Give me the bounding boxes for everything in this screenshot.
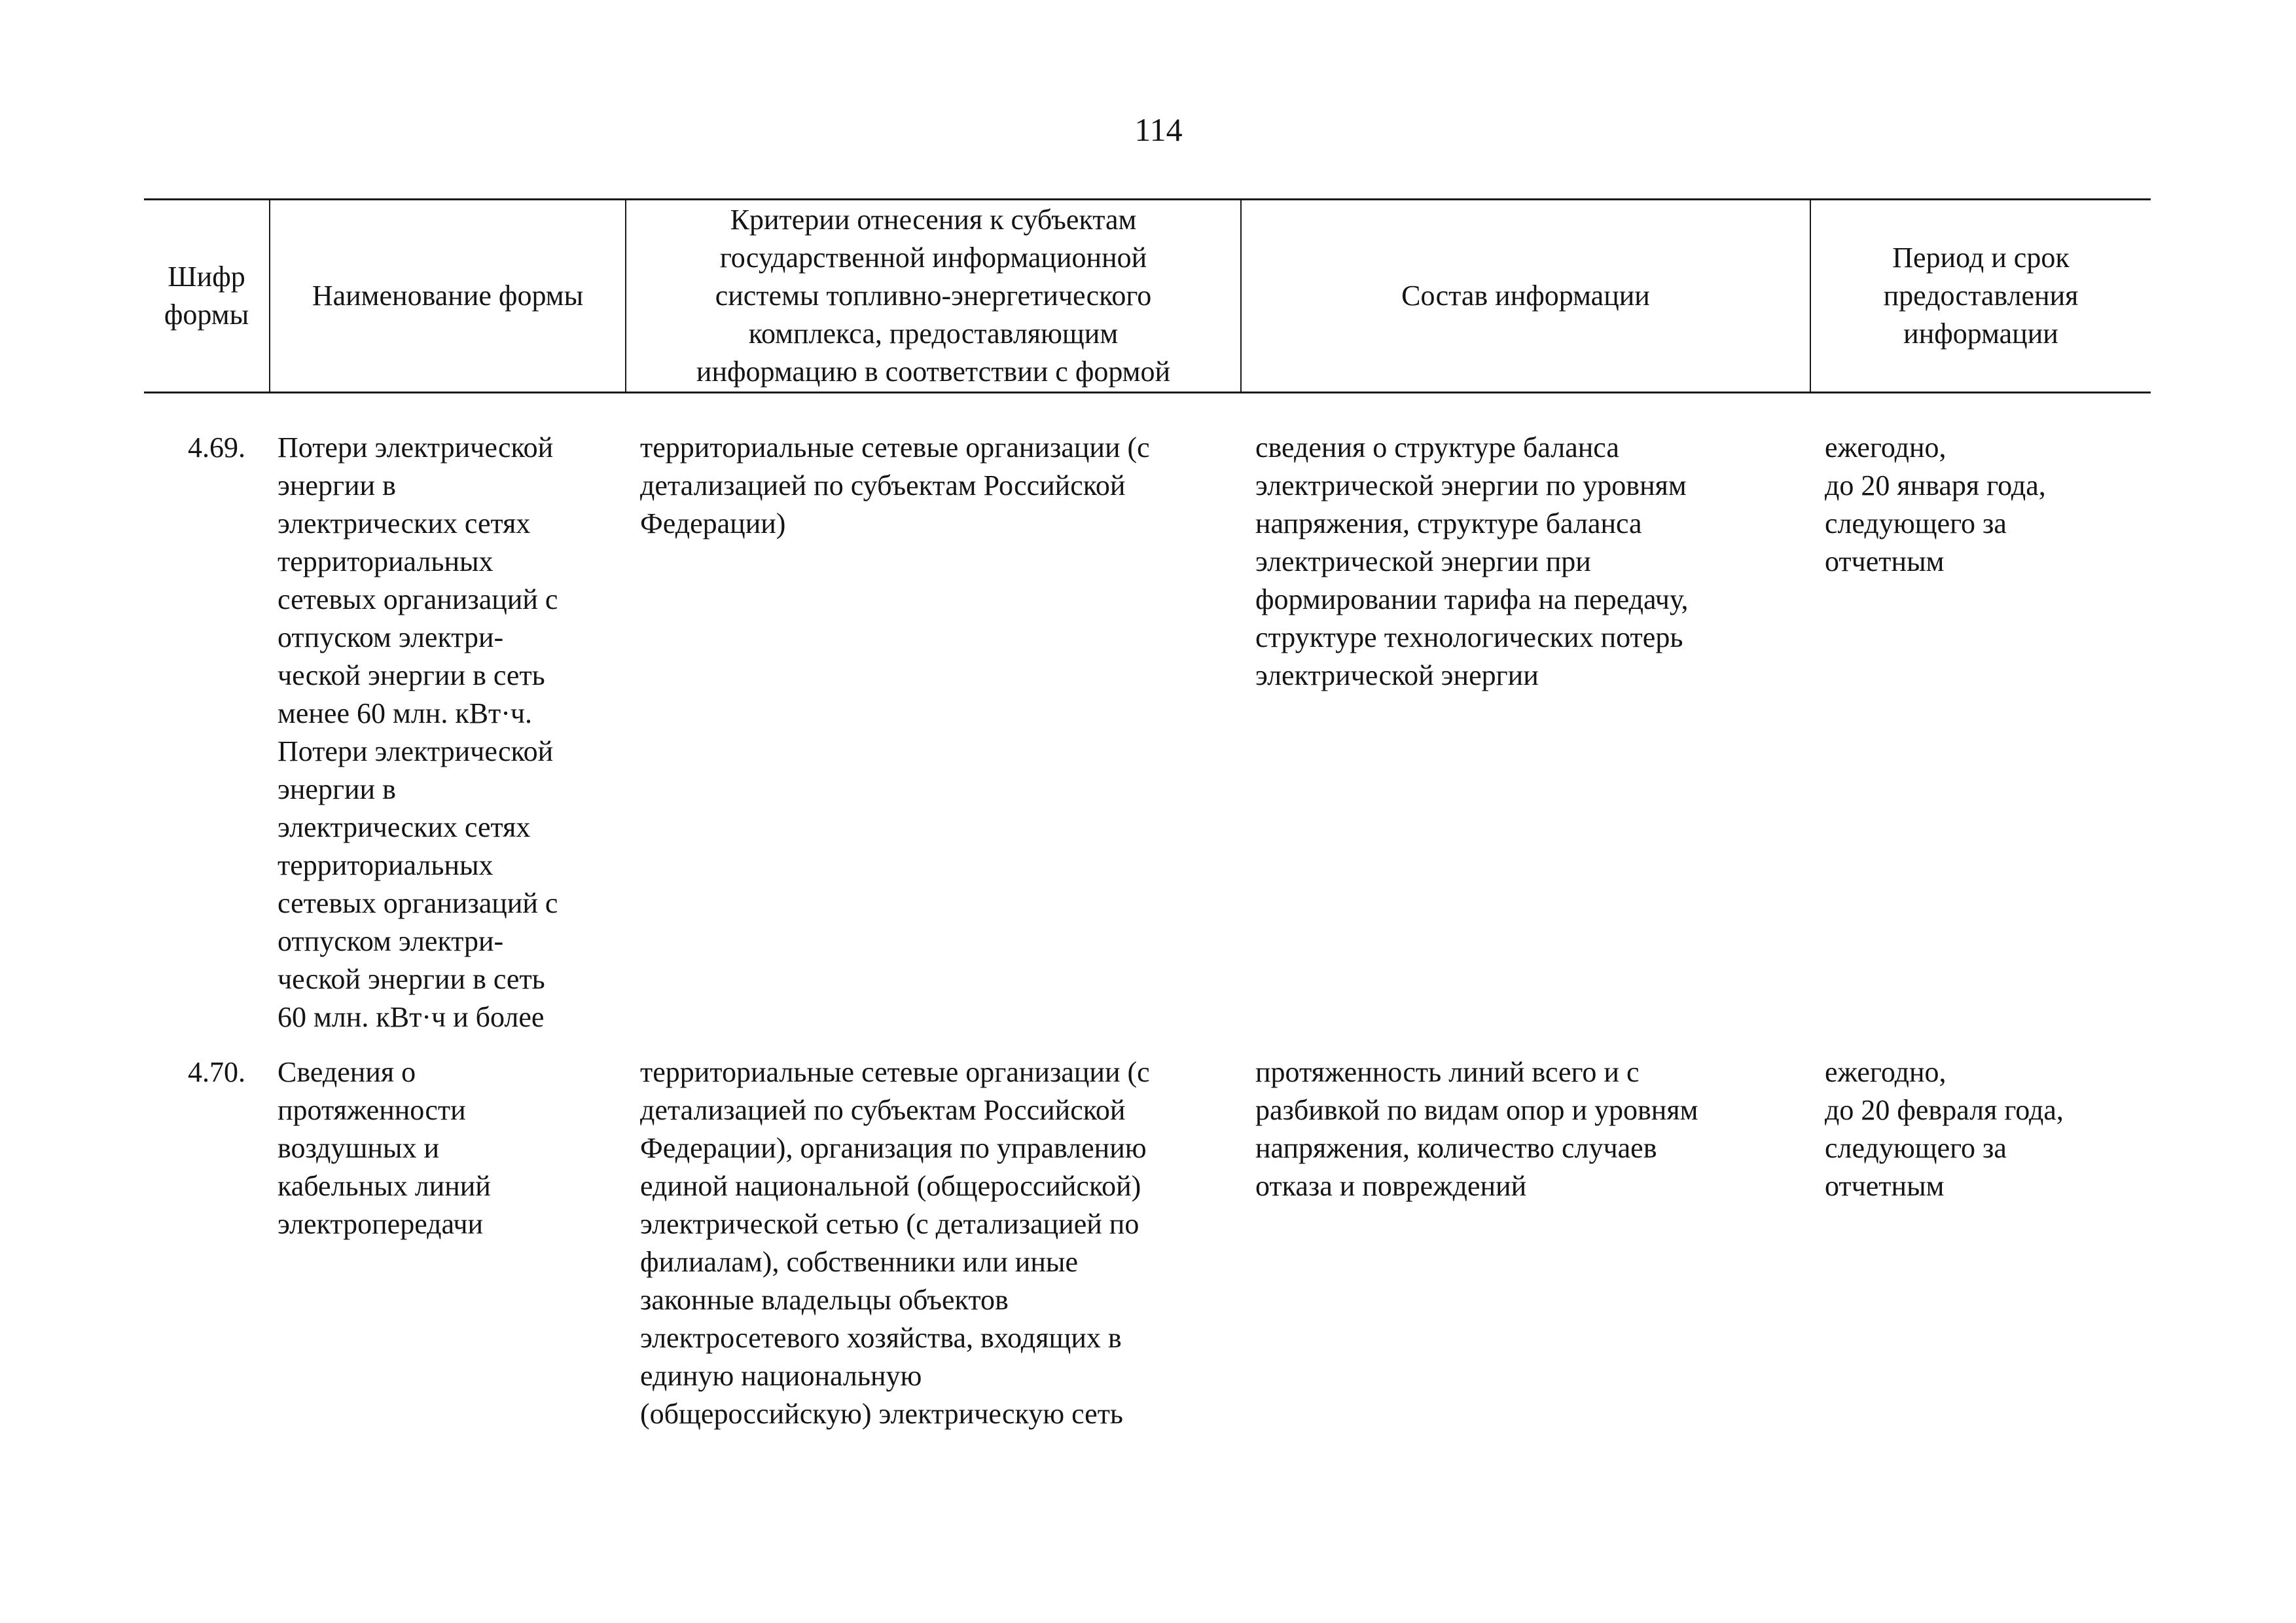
text-line: информацию в соответствии с формой [696,356,1171,388]
header-form-code [144,200,270,393]
row-code: 4.69. [188,431,245,464]
row-info-content [1241,393,1810,1049]
text-line: системы топливно-энергетического [715,280,1152,312]
header-period [1810,200,2151,393]
text-line: единую национальную [640,1360,922,1392]
text-line: территориальных [278,849,493,881]
text-line: электрической энергии по уровням [1255,469,1687,501]
text-line: Шифр [168,261,245,293]
text-line: территориальные сетевые организации (с [640,1056,1150,1088]
text-line: ежегодно, [1825,431,1946,464]
text-line: электрической энергии [1255,659,1539,691]
text-line: воздушных и [278,1132,439,1164]
text-line: 60 млн. кВт·ч и более [278,1001,545,1033]
header-criteria [626,200,1241,393]
text-line: Потери электрической [278,431,554,464]
text-line: кабельных линий [278,1170,491,1202]
forms-table-container [144,198,2151,1433]
table-row [144,1048,2151,1433]
text-line: сведения о структуре баланса [1255,431,1619,464]
text-line: ческой энергии в сеть [278,659,545,691]
text-line: электросетевого хозяйства, входящих в [640,1322,1122,1354]
table-row [144,393,2151,1049]
text-line: Федерации), организация по управлению [640,1132,1147,1164]
row-form-name [270,393,626,1049]
row-period [1810,393,2151,1049]
text-line: сетевых организаций с [278,583,558,615]
text-line: Период и срок [1892,242,2070,274]
text-line: электрических сетях [278,811,531,843]
text-line: детализацией по субъектам Российской [640,1094,1126,1126]
text-line: ческой энергии в сеть [278,963,545,995]
text-line: электрической сетью (с детализацией по [640,1208,1139,1240]
row-info-content [1241,1048,1810,1433]
text-line: Наименование формы [312,280,584,312]
text-line: напряжения, количество случаев [1255,1132,1657,1164]
text-line: формировании тарифа на передачу, [1255,583,1689,615]
header-form-name [270,200,626,393]
text-line: территориальные сетевые организации (с [640,431,1150,464]
text-line: предоставления [1883,280,2079,312]
text-line: электрической энергии при [1255,545,1591,577]
text-line: энергии в [278,469,396,501]
text-line: до 20 февраля года, [1825,1094,2064,1126]
text-line: до 20 января года, [1825,469,2046,501]
text-line: ежегодно, [1825,1056,1946,1088]
text-line: законные владельцы объектов [640,1284,1009,1316]
text-line: отпуском электри- [278,621,504,653]
row-period [1810,1048,2151,1433]
text-line: формы [164,299,249,331]
header-info-content [1241,200,1810,393]
text-line: протяженность линий всего и с [1255,1056,1640,1088]
text-line: единой национальной (общероссийской) [640,1170,1141,1202]
page-number: 114 [1134,111,1183,148]
text-line: филиалам), собственники или иные [640,1246,1078,1278]
text-line: отпуском электри- [278,925,504,957]
text-line: структуре технологических потерь [1255,621,1683,653]
forms-table [144,198,2151,1433]
header-row [144,200,2151,393]
text-line: территориальных [278,545,493,577]
row-criteria [626,1048,1241,1433]
text-line: следующего за [1825,507,2007,539]
text-line: энергии в [278,773,396,805]
text-line: сетевых организаций с [278,887,558,919]
text-line: информации [1903,318,2058,350]
text-line: детализацией по субъектам Российской [640,469,1126,501]
text-line: Сведения о [278,1056,416,1088]
text-line: отчетным [1825,1170,1945,1202]
text-line: Потери электрической [278,735,554,767]
text-line: электрических сетях [278,507,531,539]
text-line: государственной информационной [719,242,1147,274]
text-line: (общероссийскую) электрическую сеть [640,1398,1123,1430]
text-line: напряжения, структуре баланса [1255,507,1642,539]
text-line: отчетным [1825,545,1945,577]
text-line: Состав информации [1401,280,1650,312]
text-line: менее 60 млн. кВт·ч. [278,697,533,729]
row-code: 4.70. [188,1056,245,1088]
table-header [144,200,2151,393]
text-line: разбивкой по видам опор и уровням [1255,1094,1698,1126]
text-line: электропередачи [278,1208,483,1240]
text-line: отказа и повреждений [1255,1170,1527,1202]
row-form-name [270,1048,626,1433]
text-line: Федерации) [640,507,786,539]
text-line: Критерии отнесения к субъектам [730,204,1137,236]
text-line: протяженности [278,1094,466,1126]
table-body [144,393,2151,1434]
text-line: следующего за [1825,1132,2007,1164]
text-line: комплекса, предоставляющим [748,318,1119,350]
row-criteria [626,393,1241,1049]
